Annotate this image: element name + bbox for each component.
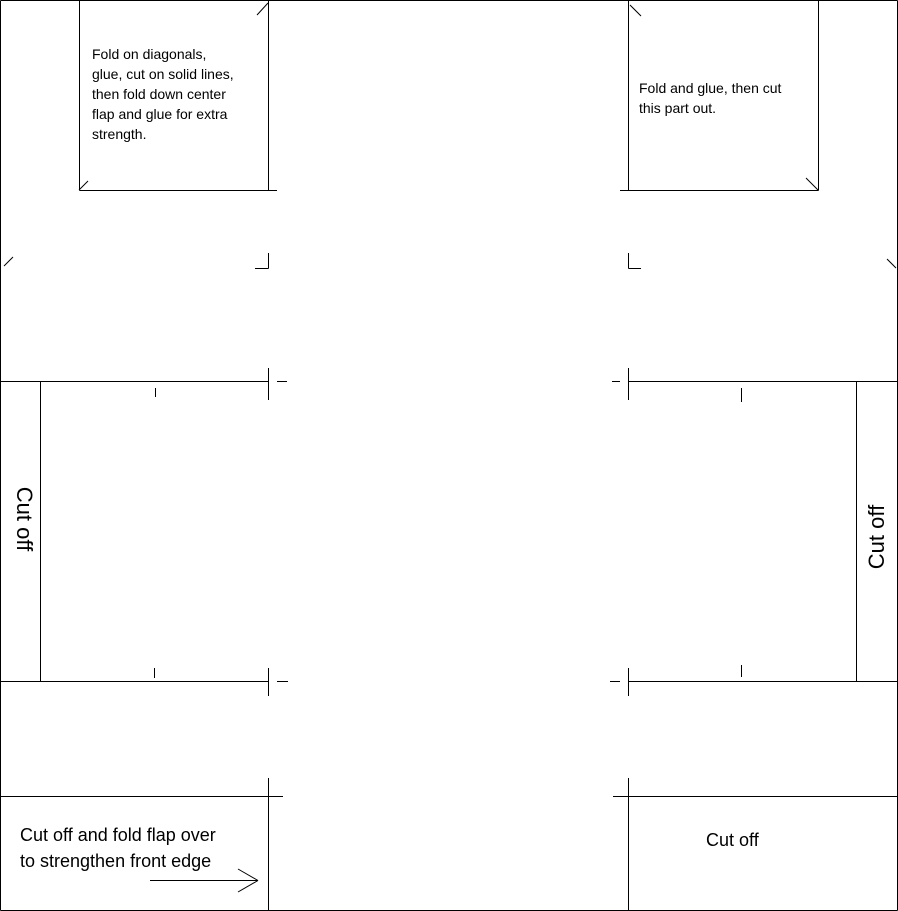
right-cut-off-label: Cut off: [864, 504, 889, 570]
side-diagonal-ticks: [4, 257, 896, 268]
bottom-right-label: Cut off: [706, 830, 759, 850]
left-cut-off-label: Cut off: [12, 486, 37, 552]
left-side-panel: [0, 382, 288, 682]
right-side-panel: [610, 382, 897, 682]
top-left-instruction: Fold on diagonals, glue, cut on solid lines, then fold down center flap and glue for extra strength.: [92, 46, 234, 142]
bottom-left-instruction: Cut off and fold flap over to strengthen front edge: [20, 825, 216, 871]
right-fold-line: [629, 0, 642, 911]
top-right-instruction: Fold and glue, then cut this part out.: [639, 80, 782, 116]
